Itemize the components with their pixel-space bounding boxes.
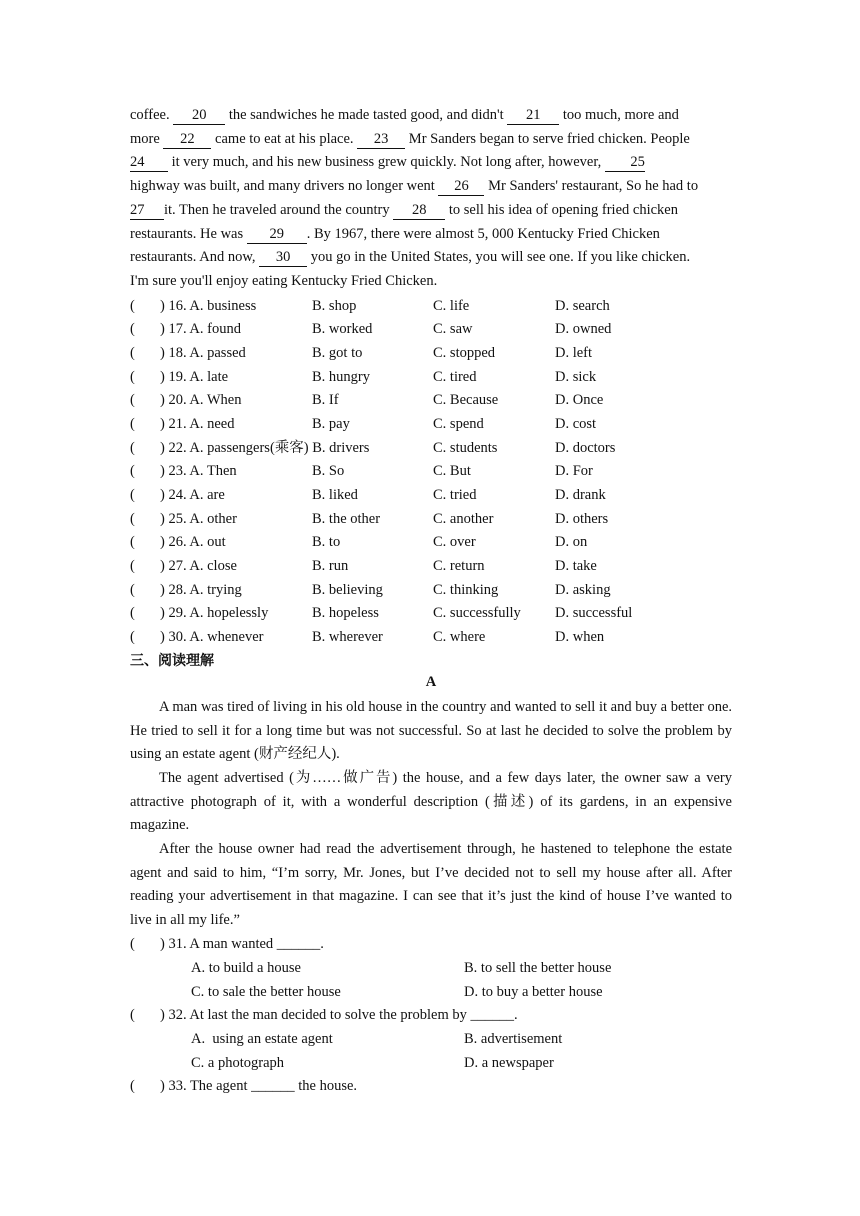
option-a: ) 23. A. Then: [160, 463, 237, 479]
cloze-passage: [130, 104, 732, 294]
answer-paren[interactable]: (: [130, 416, 135, 432]
option-c: C. Because: [433, 392, 499, 408]
option-d: D. doctors: [555, 440, 616, 456]
answer-paren[interactable]: (: [130, 369, 135, 385]
answer-paren[interactable]: (: [130, 605, 135, 621]
blank-20: 20: [173, 107, 225, 125]
blank-28: 28: [393, 202, 445, 220]
option-b: B. pay: [312, 416, 350, 432]
option-d: D. left: [555, 345, 593, 361]
answer-paren[interactable]: (: [130, 440, 135, 456]
option-d: D. Once: [555, 392, 604, 408]
option-d: D. on: [555, 534, 588, 550]
option-c: C. another: [433, 511, 494, 527]
option-c: C. over: [433, 534, 476, 550]
option-a: ) 17. A. found: [160, 321, 241, 337]
cloze-text: I'm sure you'll enjoy eating Kentucky Fried Chicken.: [130, 272, 438, 289]
option-d: D. to buy a better house: [464, 984, 603, 1000]
option-c: C. to sale the better house: [191, 984, 341, 1000]
cloze-text: restaurants. He was: [130, 225, 247, 242]
blank-29: 29: [247, 226, 307, 244]
cloze-text: highway was built, and many drivers no longer went: [130, 178, 439, 195]
option-d: D. For: [555, 463, 593, 479]
option-c: C. tired: [433, 369, 477, 385]
blank-27: 27: [130, 202, 164, 220]
option-a: ) 24. A. are: [160, 487, 225, 503]
answer-paren[interactable]: (: [130, 511, 135, 527]
option-a: ) 20. A. When: [160, 392, 242, 408]
option-c: C. successfully: [433, 605, 521, 621]
answer-paren[interactable]: (: [130, 582, 135, 598]
cloze-text: restaurants. And now,: [130, 249, 260, 266]
option-b: B. If: [312, 392, 339, 408]
cloze-text: . By 1967, there were almost 5, 000 Kentucky Fried Chicken: [306, 225, 660, 242]
option-b: B. So: [312, 463, 345, 479]
cloze-text: Mr Sanders began to serve fried chicken. People: [405, 130, 690, 147]
answer-paren[interactable]: (: [130, 629, 135, 645]
option-c: C. tried: [433, 487, 477, 503]
option-d: D. asking: [555, 582, 611, 598]
option-d: D. take: [555, 558, 597, 574]
option-b: B. the other: [312, 511, 381, 527]
passage-paragraph-1: A man was tired of living in his old house in the country and wanted to sell it and buy a better one. He tried to sell it for a long time but was not successful. So at last he decided to solve the problem by using an estate agent (财产经纪人).: [130, 699, 732, 763]
question-stem: ) 32. At last the man decided to solve the problem by ______.: [160, 1007, 518, 1023]
option-c: C. life: [433, 298, 470, 314]
blank-21: 21: [507, 107, 559, 125]
option-c: C. stopped: [433, 345, 496, 361]
option-a: ) 26. A. out: [160, 534, 226, 550]
answer-paren[interactable]: (: [130, 463, 135, 479]
option-a: ) 19. A. late: [160, 369, 229, 385]
option-b: B. worked: [312, 321, 373, 337]
cloze-text: came to eat at his place.: [211, 130, 358, 147]
answer-paren[interactable]: (: [130, 321, 135, 337]
blank-24: 24: [130, 154, 168, 172]
passage-paragraph-3: After the house owner had read the advertisement through, he hastened to telephone the estate agent and said to him, “I’m sorry, Mr. Jones, but I’ve decided not to sell my house after all. After reading your advertisement in that magazine. I can see that it’s just the kind of house I’ve wanted to live in all my life.”: [130, 841, 732, 929]
option-b: B. to: [312, 534, 341, 550]
cloze-text: it very much, and his new business grew quickly. Not long after, however,: [168, 154, 605, 171]
answer-paren[interactable]: (: [130, 558, 135, 574]
option-b: B. believing: [312, 582, 383, 598]
option-a: ) 30. A. whenever: [160, 629, 264, 645]
answer-paren[interactable]: (: [130, 936, 135, 952]
option-c: C. thinking: [433, 582, 499, 598]
option-a: ) 29. A. hopelessly: [160, 605, 269, 621]
option-a: ) 27. A. close: [160, 558, 237, 574]
cloze-text: you go in the United States, you will see one. If you like chicken.: [307, 249, 691, 266]
option-b: B. liked: [312, 487, 358, 503]
option-d: D. a newspaper: [464, 1055, 554, 1071]
answer-paren[interactable]: (: [130, 487, 135, 503]
cloze-text: coffee.: [130, 107, 174, 123]
cloze-text: to sell his idea of opening fried chicken: [445, 201, 678, 218]
option-b: B. shop: [312, 298, 357, 314]
option-d: D. owned: [555, 321, 612, 337]
option-c: C. return: [433, 558, 485, 574]
blank-23: 23: [357, 131, 405, 149]
cloze-text: it. Then he traveled around the country: [164, 201, 394, 218]
blank-25: 25: [605, 154, 645, 172]
option-d: D. when: [555, 629, 605, 645]
option-c: C. But: [433, 463, 471, 479]
passage-paragraph-2: The agent advertised (为……做广告) the house, and a few days later, the owner saw a very attractive photograph of it, with a wonderful description (描述) of its gardens, in an expensive magazine.: [130, 770, 732, 834]
cloze-text: the sandwiches he made tasted good, and didn't: [225, 107, 508, 123]
option-d: D. sick: [555, 369, 597, 385]
option-d: D. successful: [555, 605, 633, 621]
option-c: C. where: [433, 629, 486, 645]
answer-paren[interactable]: (: [130, 534, 135, 550]
option-a: ) 22. A. passengers(乘客) B. drivers: [160, 440, 370, 456]
blank-26: 26: [438, 178, 484, 196]
option-a: ) 28. A. trying: [160, 582, 242, 598]
option-c: C. spend: [433, 416, 484, 432]
answer-paren[interactable]: (: [130, 1078, 135, 1094]
option-b: B. got to: [312, 345, 363, 361]
option-d: D. others: [555, 511, 609, 527]
option-a: ) 25. A. other: [160, 511, 237, 527]
option-c: C. a photograph: [191, 1055, 285, 1071]
answer-paren[interactable]: (: [130, 298, 135, 314]
option-a: A. to build a house: [191, 960, 301, 976]
answer-paren[interactable]: (: [130, 345, 135, 361]
question-stem: ) 33. The agent ______ the house.: [160, 1078, 358, 1094]
cloze-text: Mr Sanders' restaurant, So he had to: [484, 178, 699, 195]
answer-paren[interactable]: (: [130, 1007, 135, 1023]
option-c: C. students: [433, 440, 498, 456]
option-b: B. hopeless: [312, 605, 379, 621]
question-stem: ) 31. A man wanted ______.: [160, 936, 324, 952]
option-d: D. cost: [555, 416, 597, 432]
option-b: B. to sell the better house: [464, 960, 612, 976]
option-d: D. search: [555, 298, 610, 314]
option-a: A. using an estate agent: [191, 1031, 333, 1047]
option-b: B. wherever: [312, 629, 383, 645]
option-a: ) 18. A. passed: [160, 345, 246, 361]
cloze-text: too much, more and: [559, 107, 679, 123]
option-b: B. hungry: [312, 369, 370, 385]
answer-paren[interactable]: (: [130, 392, 135, 408]
option-b: B. run: [312, 558, 349, 574]
blank-30: 30: [259, 249, 307, 267]
option-d: D. drank: [555, 487, 606, 503]
section-title: 三、阅读理解: [130, 653, 214, 669]
option-c: C. saw: [433, 321, 473, 337]
option-b: B. advertisement: [464, 1031, 563, 1047]
cloze-text: more: [130, 130, 164, 147]
option-a: ) 16. A. business: [160, 298, 257, 314]
option-a: ) 21. A. need: [160, 416, 235, 432]
blank-22: 22: [163, 131, 211, 149]
passage-title: A: [425, 674, 437, 690]
